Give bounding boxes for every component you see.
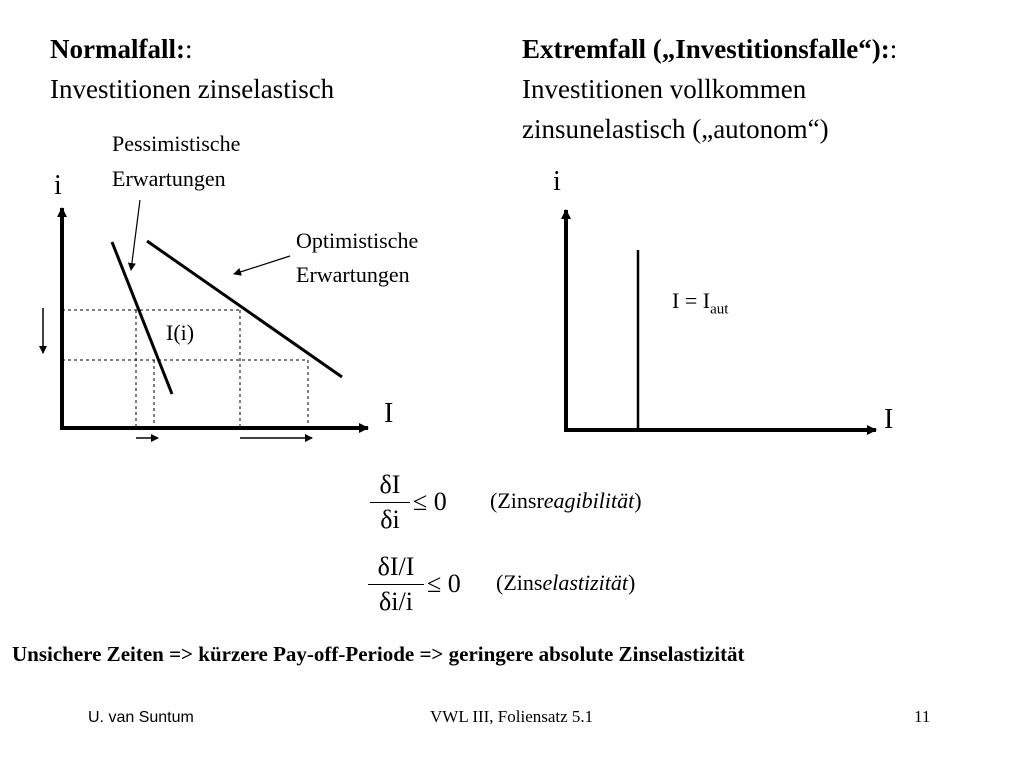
formula2-bar: [368, 584, 424, 585]
formula2-relation: ≤ 0: [427, 569, 461, 598]
formula2-description: [496, 570, 635, 596]
curve-label-i-of-i: I(i): [166, 320, 195, 345]
pessimistic-label-line1: Pessimistische: [112, 131, 241, 156]
pessimistic-label-line2: Erwartungen: [112, 166, 226, 191]
right-heading: [522, 32, 897, 66]
pessimistic-pointer-arrow: [131, 200, 140, 270]
conclusion-text: Unsichere Zeiten => kürzere Pay-off-Periode => geringere absolute Zinselastizität: [12, 642, 745, 666]
right-subheading-line1: Investitionen vollkommen: [522, 74, 807, 104]
formula2-numerator: δI/I: [377, 552, 415, 581]
right-heading-bold: Extremfall („Investitionsfalle“):: [522, 34, 890, 64]
right-x-axis-label: I: [884, 404, 894, 435]
left-heading-colon: :: [184, 34, 193, 64]
footer-author: U. van Suntum: [88, 709, 194, 726]
left-heading-bold: Normalfall:: [50, 34, 185, 64]
formula2-desc-italic: elastizität: [542, 570, 629, 595]
formula1-denominator: δi: [380, 505, 400, 534]
formula1-fraction: [370, 470, 410, 535]
left-x-axis-label: I: [384, 398, 394, 429]
right-heading-colon: :: [889, 34, 898, 64]
formula1-relation: ≤ 0: [413, 487, 447, 516]
autonomous-label-main: I = I: [672, 288, 711, 313]
left-y-axis-label: i: [54, 170, 62, 201]
formula2-fraction: [368, 552, 424, 617]
formula1-desc-italic: eagibilität: [543, 488, 635, 513]
formula1-description: [490, 488, 642, 514]
optimistic-label-line2: Erwartungen: [296, 262, 410, 287]
formula1-desc-open: (Zinsr: [490, 488, 544, 513]
formula1-bar: [370, 502, 410, 503]
optimistic-label-line1: Optimistische: [296, 228, 419, 253]
right-subheading-line2: zinsunelastisch („autonom“): [522, 114, 829, 144]
formula1-desc-close: ): [634, 488, 642, 513]
autonomous-label-sub: aut: [710, 301, 729, 318]
optimistic-pointer-arrow: [234, 256, 290, 274]
pessimistic-curve: [112, 242, 172, 394]
formula1-numerator: δI: [379, 470, 401, 499]
formula2-desc-close: ): [628, 570, 636, 595]
left-subheading: Investitionen zinselastisch: [50, 74, 335, 104]
footer-page-number: 11: [914, 707, 931, 726]
left-heading: [50, 32, 192, 66]
formula2-denominator: δi/i: [379, 587, 413, 616]
right-y-axis-label: i: [553, 166, 561, 197]
formula2-desc-open: (Zins: [496, 570, 543, 595]
autonomous-investment-label: [672, 288, 728, 322]
footer-course: VWL III, Foliensatz 5.1: [430, 707, 594, 726]
